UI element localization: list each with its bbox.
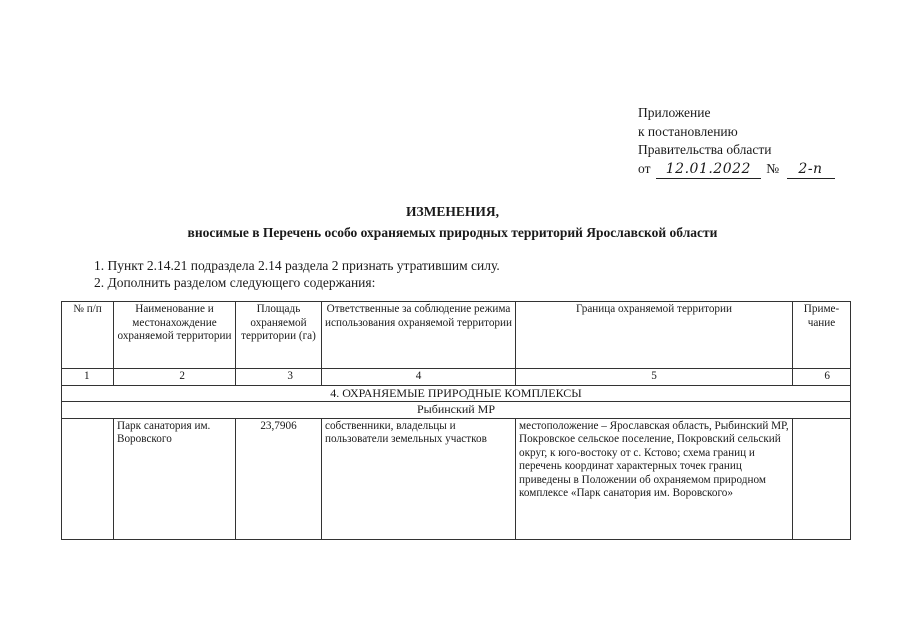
subsection-title: Рыбинский МР [62, 402, 851, 419]
column-number-5: 5 [516, 369, 793, 386]
table-row [62, 418, 851, 539]
header-name: Наименование и местонахождение охраняемой территории [114, 302, 236, 369]
paragraph-1: 1. Пункт 2.14.21 подраздела 2.14 раздела 2 признать утратившим силу. [94, 258, 500, 273]
appendix-line-2: к постановлению [638, 123, 738, 139]
appendix-line-1: Приложение [638, 105, 711, 120]
header-responsible: Ответственные за соблюдение режима использования охраняемой территории [322, 302, 516, 369]
section-title: 4. ОХРАНЯЕМЫЕ ПРИРОДНЫЕ КОМПЛЕКСЫ [62, 385, 851, 402]
paragraph-2: 2. Дополнить разделом следующего содержания: [94, 275, 376, 290]
cell-responsible: собственники, владельцы и пользователи земельных участков [322, 418, 516, 539]
cell-name: Парк санатория им. Воровского [114, 418, 236, 539]
handwritten-number: 2-п [787, 160, 835, 180]
appendix-block [638, 104, 868, 179]
table-header-row [62, 302, 851, 369]
subsection-row [62, 402, 851, 419]
header-area: Площадь охраняемой территории (га) [236, 302, 322, 369]
cell-area: 23,7906 [236, 418, 322, 539]
document-subheading: вносимые в Перечень особо охраняемых природных территорий Ярославской области [187, 225, 718, 240]
header-boundary: Граница охраняемой территории [516, 302, 793, 369]
appendix-line-3: Правительства области [638, 142, 772, 157]
header-num: № п/п [62, 302, 114, 369]
section-row [62, 385, 851, 402]
handwritten-date: 12.01.2022 [656, 160, 761, 180]
column-number-6: 6 [793, 369, 851, 386]
number-sign: № [766, 160, 780, 176]
territories-table [61, 301, 851, 540]
document-heading: ИЗМЕНЕНИЯ, [405, 204, 499, 219]
cell-note [793, 418, 851, 539]
appendix-date-line [638, 160, 868, 180]
date-prefix: от [638, 160, 651, 176]
column-number-3: 3 [236, 369, 322, 386]
cell-boundary: местоположение – Ярославская область, Рыбинский МР, Покровское сельское поселение, Покровский сельский округ, к юго-востоку от с. Кстово; схема границ и перечень координат характерных точек границ приведены в Положении об охраняемом природном комплексе «Парк санатория им. Воровского» [516, 418, 793, 539]
column-number-row [62, 369, 851, 386]
column-number-1: 1 [62, 369, 114, 386]
cell-num [62, 418, 114, 539]
header-note: Приме-чание [793, 302, 851, 369]
column-number-4: 4 [322, 369, 516, 386]
column-number-2: 2 [114, 369, 236, 386]
